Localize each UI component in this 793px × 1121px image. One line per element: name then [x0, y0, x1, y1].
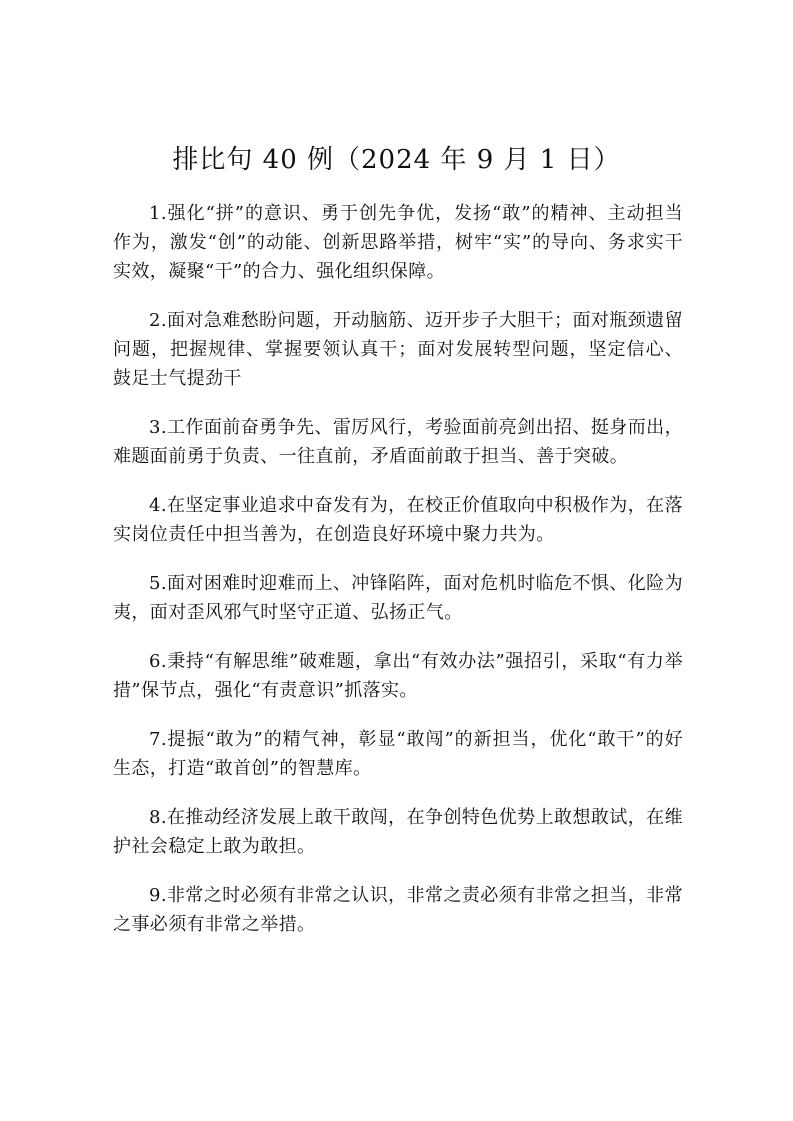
document-title: 排比句 40 例（2024 年 9 月 1 日）: [172, 145, 621, 175]
paragraph-1: 1.强化“拼”的意识、勇于创先争优，发扬“敢”的精神、主动担当作为，激发“创”的动能、创新思路举措，树牢“实”的导向、务求实干实效，凝聚“干”的合力、强化组织保障。: [113, 203, 683, 282]
paragraph-6: 6.秉持“有解思维”破难题，拿出“有效办法”强招引，采取“有力举措”保节点，强化“有责意识”抓落实。: [113, 651, 683, 701]
paragraph-3: 3.工作面前奋勇争先、雷厉风行，考验面前亮剑出招、挺身而出，难题面前勇于负责、一往直前，矛盾面前敢于担当、善于突破。: [113, 417, 683, 467]
document-body: [113, 199, 683, 959]
paragraph-2: 2.面对急难愁盼问题，开动脑筋、迈开步子大胆干；面对瓶颈遗留问题，把握规律、掌握要领认真干；面对发展转型问题，坚定信心、鼓足士气提劲干: [113, 310, 683, 389]
paragraph-4: 4.在坚定事业追求中奋发有为，在校正价值取向中积极作为，在落实岗位责任中担当善为，在创造良好环境中聚力共为。: [113, 495, 683, 545]
paragraph-9: 9.非常之时必须有非常之认识，非常之责必须有非常之担当，非常之事必须有非常之举措。: [113, 885, 683, 935]
paragraph-8: 8.在推动经济发展上敢干敢闯，在争创特色优势上敢想敢试，在维护社会稳定上敢为敢担。: [113, 807, 683, 857]
paragraph-5: 5.面对困难时迎难而上、冲锋陷阵，面对危机时临危不惧、化险为夷，面对歪风邪气时坚守正道、弘扬正气。: [113, 573, 683, 623]
paragraph-7: 7.提振“敢为”的精气神，彰显“敢闯”的新担当，优化“敢干”的好生态，打造“敢首创”的智慧库。: [113, 729, 683, 779]
